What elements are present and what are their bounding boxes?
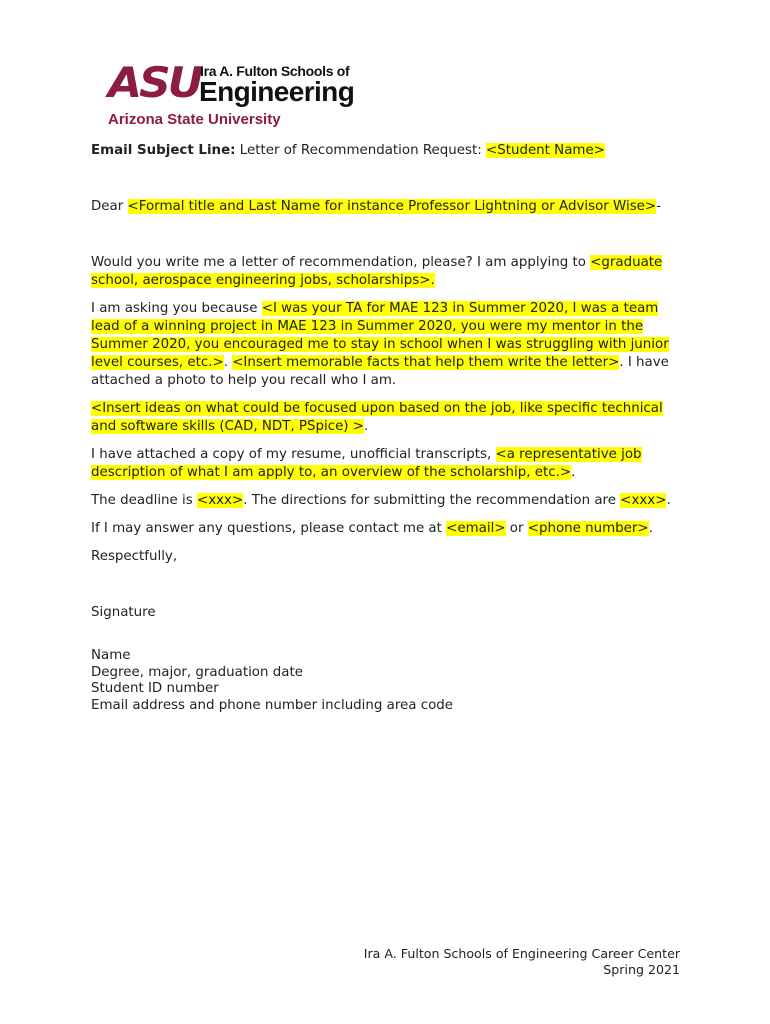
reason-end: . I have attached a photo to help you recall who I am.	[91, 355, 669, 388]
paragraph-deadline	[91, 492, 691, 510]
logo-school-line: Ira A. Fulton Schools of	[200, 63, 350, 79]
contact-text: If I may answer any questions, please contact me at	[91, 521, 447, 536]
footer	[364, 946, 680, 978]
email-placeholder: <email>	[446, 521, 506, 536]
contact-mid: or	[505, 521, 528, 536]
contact-end: .	[648, 521, 653, 536]
greeting	[91, 198, 691, 216]
applying-placeholder: <graduate school, aerospace engineering jobs, scholarships>.	[91, 255, 663, 288]
footer-career-center: Ira A. Fulton Schools of Engineering Career Center	[363, 946, 680, 961]
ideas-placeholder: <Insert ideas on what could be focused upon based on the job, like specific technical and software skills (CAD, NDT, PSpice) >	[91, 401, 663, 434]
info-student-id: Student ID number	[91, 681, 219, 696]
attachments-end: .	[571, 465, 576, 480]
recipient-placeholder: <Formal title and Last Name for instance Professor Lightning or Advisor Wise>	[127, 199, 657, 214]
paragraph-applying	[91, 254, 691, 290]
asu-mark: ASU	[108, 58, 201, 107]
footer-term: Spring 2021	[603, 962, 680, 977]
subject-text: Letter of Recommendation Request:	[235, 143, 486, 158]
attachments-placeholder: <a representative job description of what I am apply to, an overview of the scholarship, etc.>	[91, 447, 642, 480]
paragraph-ideas	[91, 400, 691, 436]
letter-body	[91, 142, 691, 714]
ideas-end: .	[364, 419, 369, 434]
deadline-end: .	[666, 493, 671, 508]
directions-placeholder: <xxx>	[620, 493, 667, 508]
memorable-facts-placeholder: <Insert memorable facts that help them write the letter>	[232, 355, 620, 370]
signature: Signature	[91, 605, 156, 620]
subject-label: Email Subject Line:	[91, 143, 236, 158]
info-name: Name	[91, 648, 131, 663]
applying-text: Would you write me a letter of recommendation, please? I am applying to	[91, 255, 591, 270]
greeting-text: Dear	[91, 199, 128, 214]
deadline-mid: . The directions for submitting the recommendation are	[243, 493, 621, 508]
reason-mid: .	[223, 355, 233, 370]
paragraph-contact	[91, 520, 691, 538]
logo-engineering-line: Engineering	[199, 76, 355, 107]
sender-info	[91, 648, 691, 714]
phone-placeholder: <phone number>	[527, 521, 649, 536]
logo-university-line: Arizona State University	[108, 111, 281, 128]
closing: Respectfully,	[91, 549, 178, 564]
paragraph-attachments	[91, 446, 691, 482]
reason-text: I am asking you because	[91, 301, 262, 316]
subject-line	[91, 142, 691, 160]
reason-placeholder: <I was your TA for MAE 123 in Summer 2020, I was a team lead of a winning project in MAE 123 in Summer 2020, you were my mentor in the Summer 2020, you encouraged me to stay in school when I was struggling with junior level courses, etc.>	[91, 301, 669, 370]
info-contact: Email address and phone number including area code	[91, 697, 454, 713]
student-name-placeholder: <Student Name>	[485, 143, 605, 158]
attachments-text: I have attached a copy of my resume, unofficial transcripts,	[91, 447, 496, 462]
paragraph-reason	[91, 300, 691, 390]
deadline-placeholder: <xxx>	[196, 493, 244, 508]
deadline-text: The deadline is	[91, 493, 197, 508]
info-degree: Degree, major, graduation date	[91, 664, 303, 680]
asu-engineering-logo	[108, 58, 368, 132]
greeting-end: -	[656, 199, 661, 214]
